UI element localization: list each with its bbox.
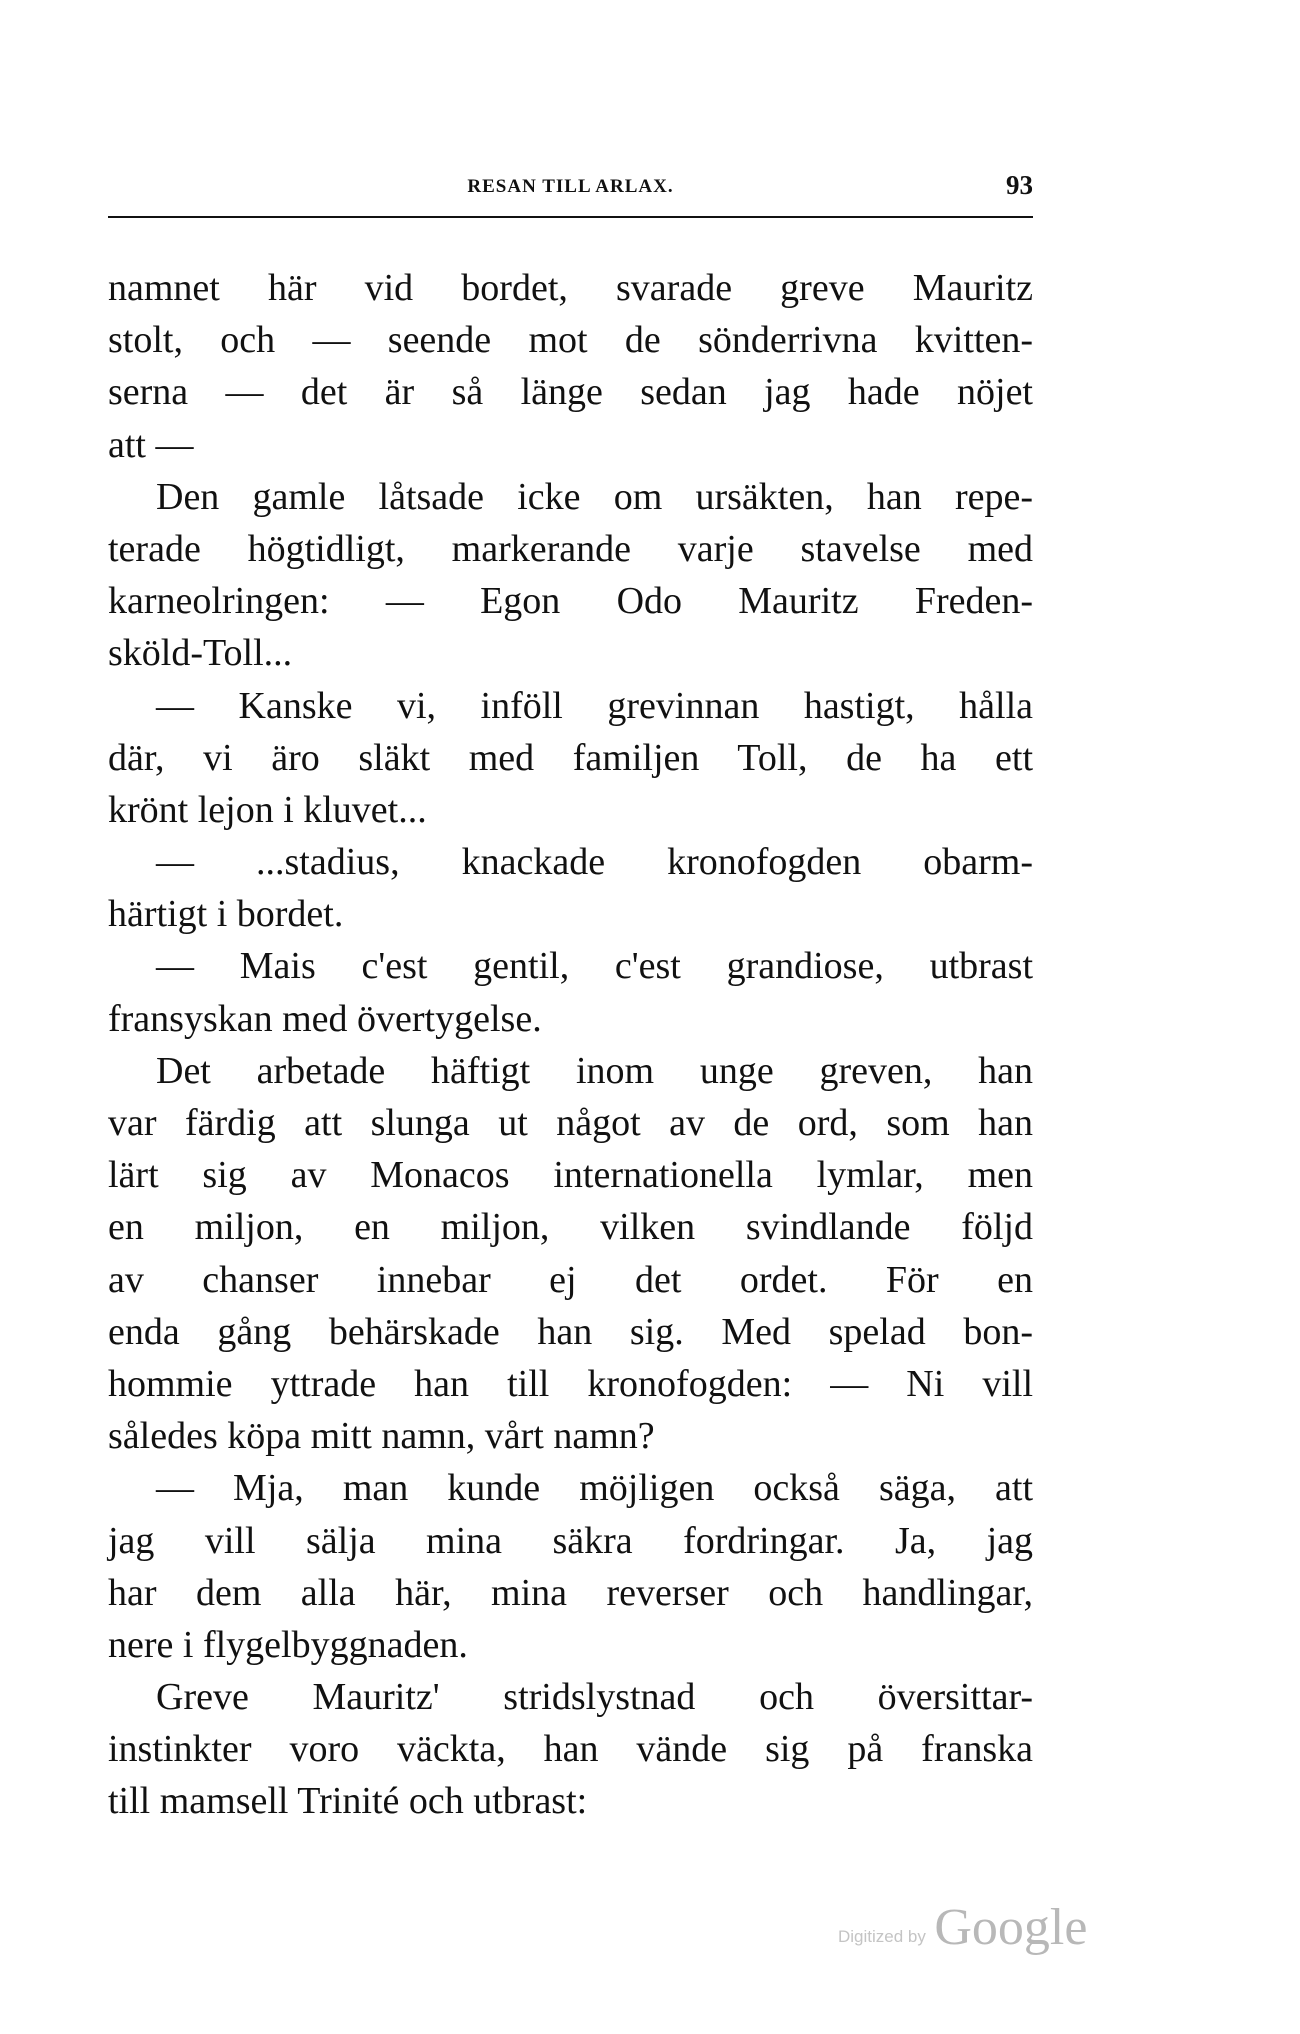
text-line: — Mais c'est gentil, c'est grandiose, utbrast	[156, 945, 1033, 988]
text-line: var färdig att slunga ut något av de ord, som han	[108, 1102, 1033, 1144]
text-line: således köpa mitt namn, vårt namn?	[108, 1415, 655, 1458]
text-line: — ...stadius, knackade kronofogden obarm-	[156, 841, 1033, 884]
text-line: av chanser innebar ej det ordet. För en	[108, 1258, 1033, 1301]
text-line: där, vi äro släkt med familjen Toll, de ha ett	[108, 736, 1033, 779]
text-line: namnet här vid bordet, svarade greve Mauritz	[108, 267, 1033, 309]
text-line: Det arbetade häftigt inom unge greven, han	[156, 1049, 1033, 1092]
text-line: en miljon, en miljon, vilken svindlande följd	[108, 1206, 1033, 1249]
digitized-watermark	[838, 1898, 1087, 1958]
body-text	[108, 262, 1033, 1828]
text-line: nere i flygelbyggnaden.	[108, 1623, 468, 1666]
text-line: karneolringen: — Egon Odo Mauritz Freden-	[108, 580, 1033, 623]
running-title: RESAN TILL ARLAX.	[467, 176, 674, 197]
google-logo: Google	[934, 1899, 1088, 1956]
header-rule	[108, 216, 1033, 218]
text-line: lärt sig av Monacos internationella lymlar, men	[108, 1154, 1033, 1197]
text-line: — Mja, man kunde möjligen också säga, att	[156, 1467, 1033, 1510]
text-line: krönt lejon i kluvet...	[108, 788, 427, 831]
text-line: härtigt i bordet.	[108, 893, 344, 936]
text-line: jag vill sälja mina säkra fordringar. Ja, jag	[108, 1519, 1033, 1562]
text-line: serna — det är så länge sedan jag hade nöjet	[108, 371, 1033, 414]
text-line: till mamsell Trinité och utbrast:	[108, 1780, 588, 1823]
text-line: fransyskan med övertygelse.	[108, 997, 542, 1040]
text-line: terade högtidligt, markerande varje stavelse med	[108, 527, 1033, 570]
text-line: att —	[108, 423, 194, 466]
text-line: har dem alla här, mina reverser och handlingar,	[108, 1571, 1033, 1614]
text-line: Greve Mauritz' stridslystnad och översittar-	[156, 1676, 1033, 1719]
watermark-prefix: Digitized by	[838, 1927, 926, 1946]
text-line: hommie yttrade han till kronofogden: — Ni vill	[108, 1362, 1033, 1405]
page-number: 93	[1006, 170, 1033, 200]
text-line: stolt, och — seende mot de sönderrivna kvitten-	[108, 319, 1033, 362]
text-line: Den gamle låtsade icke om ursäkten, han repe-	[156, 475, 1033, 518]
text-line: — Kanske vi, inföll grevinnan hastigt, hålla	[156, 684, 1033, 727]
text-line: instinkter voro väckta, han vände sig på franska	[108, 1728, 1033, 1771]
text-line: sköld-Toll...	[108, 632, 293, 675]
text-line: enda gång behärskade han sig. Med spelad bon-	[108, 1310, 1033, 1353]
running-head	[108, 170, 1033, 210]
